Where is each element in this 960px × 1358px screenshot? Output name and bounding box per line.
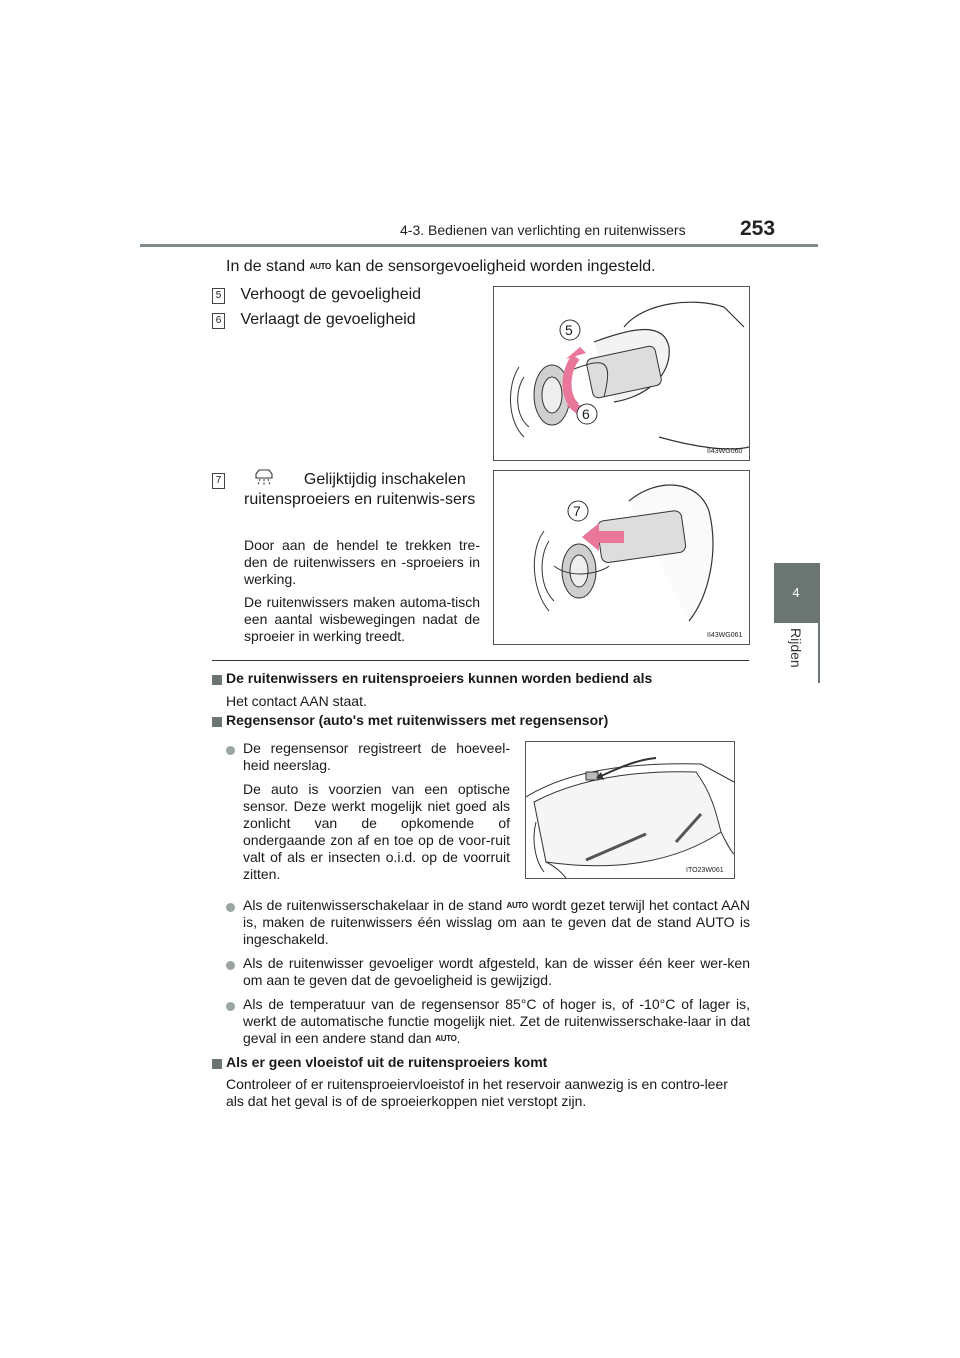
callout-7: 7	[573, 503, 581, 519]
marker-6: 6	[212, 313, 225, 329]
washer-lever-illustration	[494, 471, 749, 644]
item-5	[212, 284, 421, 306]
bullet	[226, 1002, 235, 1011]
figure-code: II43WG060	[707, 448, 743, 455]
item-7-note-1: Door aan de hendel te trekken tre-den de ruitenwissers en -sproeiers in werking.	[244, 537, 480, 587]
heading-square	[212, 717, 222, 727]
figure-washer-pull	[493, 470, 750, 645]
callout-5: 5	[565, 322, 573, 338]
intro-text	[226, 256, 656, 278]
intro-after: kan de sensorgevoeligheid worden ingesteld.	[330, 258, 656, 275]
section-heading-rain-sensor: Regensensor (auto's met ruitenwissers met regensensor)	[226, 712, 609, 728]
item-7-note-2: De ruitenwissers maken automa-tisch een aantal wisbewegingen nadat de sproeier in werking treedt.	[244, 594, 480, 644]
figure-wiper-ring-sensitivity	[493, 286, 750, 461]
figure-rain-sensor-windshield	[525, 741, 735, 879]
heading-square	[212, 675, 222, 685]
bullet-auto-before: Als de ruitenwisserschakelaar in de stand	[243, 897, 507, 913]
section-title: 4-3. Bedienen van verlichting en ruitenwissers	[400, 222, 686, 238]
bullet	[226, 961, 235, 970]
bullet	[226, 903, 235, 912]
rain-sensor-bullet-auto	[243, 897, 750, 948]
washer-icon	[253, 468, 275, 488]
bullet-auto-after: wordt gezet terwijl het contact AAN is, maken de ruitenwissers één wisslag om aan te geven dat de stand AUTO is ingeschakeld.	[243, 897, 751, 947]
figure-code: II43WG061	[707, 632, 743, 639]
item-6-text: Verlaagt de gevoeligheid	[240, 311, 416, 328]
item-7-text-line1: Gelijktijdig inschakelen	[303, 471, 466, 488]
marker-7: 7	[212, 473, 225, 489]
auto-glyph: AUTO	[506, 901, 528, 910]
rain-sensor-bullet-1: De regensensor registreert de hoeveel-heid neerslag.	[243, 740, 510, 773]
rain-sensor-bullet-temperature	[243, 996, 750, 1047]
chapter-number-tab: 4	[774, 563, 818, 623]
rain-sensor-note: De auto is voorzien van een optische sensor. Deze werkt mogelijk niet goed als zonlicht van de opkomende of ondergaande zon af en toe op de voor-ruit valt of als er insecten o.i.d. op de voorruit zitten.	[243, 781, 510, 882]
figure-code: ITO23W061	[686, 867, 724, 874]
bullet	[226, 746, 235, 755]
bullet-temp-before: Als de temperatuur van de regensensor 85°C of hoger is, of -10°C of lager is, werkt de automatische functie mogelijk niet. Zet de ruitenwisserschake-laar in dat geval in een andere stand dan	[243, 996, 750, 1046]
section-divider	[212, 660, 749, 661]
callout-6: 6	[582, 406, 590, 422]
windshield-illustration	[526, 742, 734, 878]
chapter-label	[778, 628, 814, 688]
intro-before: In de stand	[226, 258, 310, 275]
auto-glyph: AUTO	[435, 1034, 457, 1043]
item-7	[212, 468, 466, 491]
item-5-text: Verhoogt de gevoeligheid	[240, 286, 422, 303]
auto-glyph: AUTO	[309, 262, 331, 271]
item-6	[212, 309, 416, 331]
section-body-no-fluid: Controleer of er ruitensproeiervloeistof in het reservoir aanwezig is en contro-leer als dat het geval is of de sproeierkoppen niet verstopt zijn.	[226, 1076, 728, 1109]
marker-5: 5	[212, 288, 225, 304]
section-body-operation: Het contact AAN staat.	[226, 693, 367, 709]
heading-square	[212, 1059, 222, 1069]
wiper-lever-illustration	[494, 287, 749, 460]
header-rule	[140, 244, 818, 247]
side-tab-line	[818, 563, 820, 683]
bullet-temp-after: .	[456, 1030, 461, 1046]
chapter-label-text: Rijden	[788, 628, 804, 668]
section-heading-operation: De ruitenwissers en ruitensproeiers kunnen worden bediend als	[226, 670, 653, 686]
page-number: 253	[740, 217, 776, 240]
item-7-text-rest: ruitensproeiers en ruitenwis-sers	[244, 491, 476, 508]
section-heading-no-fluid: Als er geen vloeistof uit de ruitensproeiers komt	[226, 1054, 548, 1070]
rain-sensor-bullet-sensitivity: Als de ruitenwisser gevoeliger wordt afgesteld, kan de wisser één keer wer-ken om aan te geven dat de gevoeligheid is gewijzigd.	[243, 955, 750, 988]
